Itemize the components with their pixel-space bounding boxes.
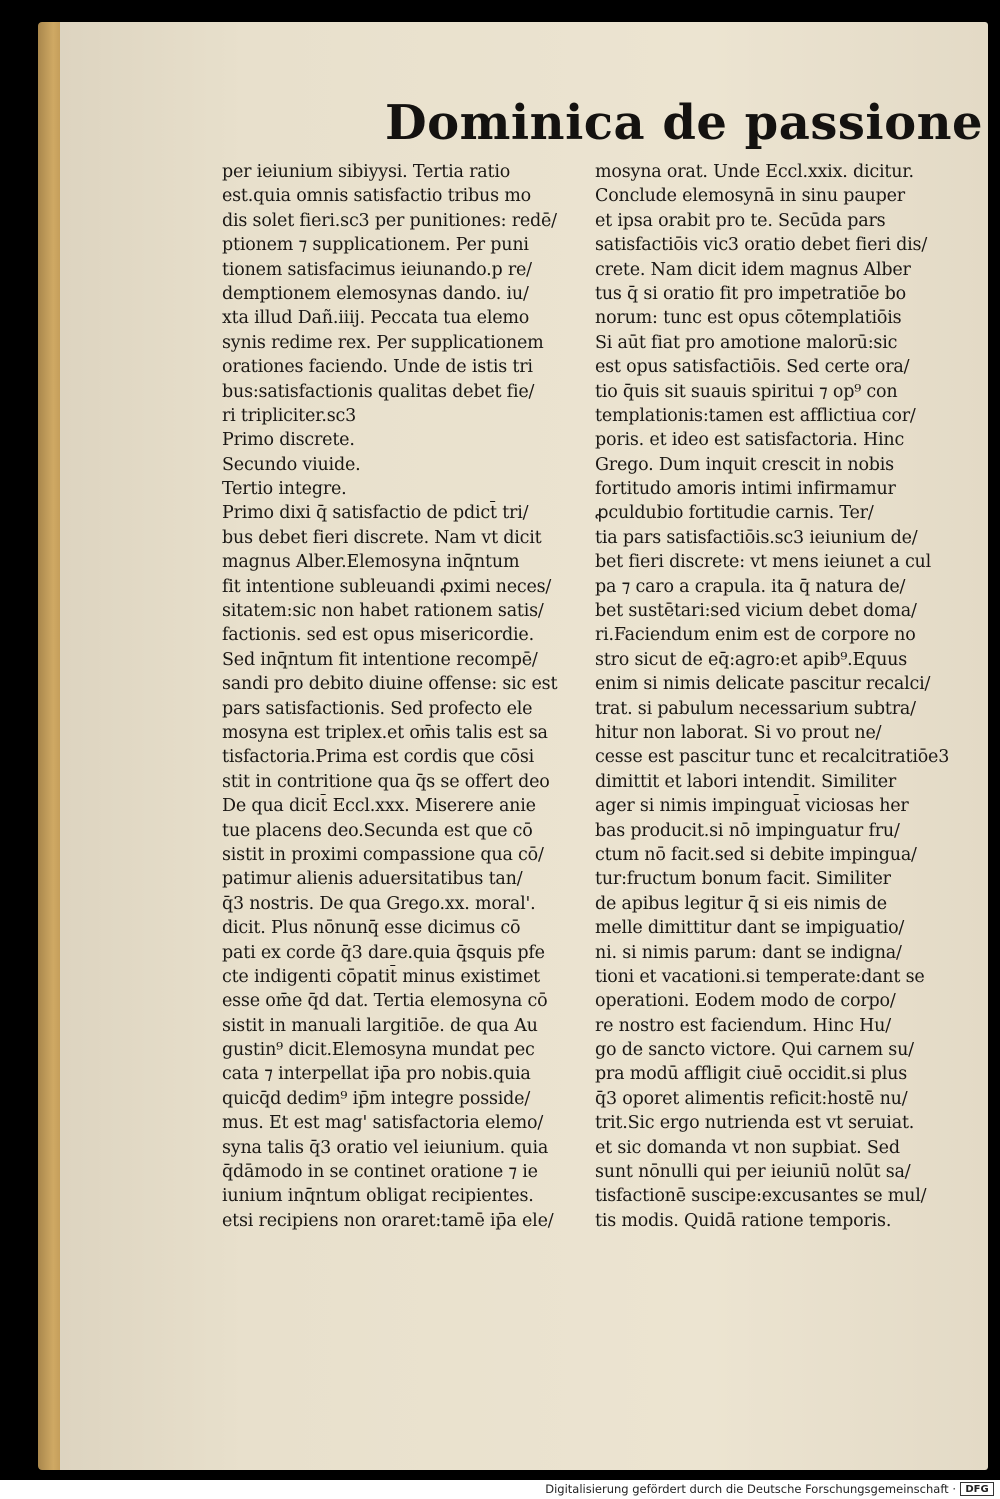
- text-line: et sic domanda vt non supbiat. Sed: [595, 1137, 900, 1158]
- text-line: magnus Alber.Elemosyna inq̄ntum: [222, 552, 520, 573]
- text-line: fit intentione subleuandi ꝓximi neces/: [222, 576, 552, 597]
- text-line: go de sancto victore. Qui carnem su/: [595, 1040, 914, 1061]
- text-line: per ieiunium sibiyysi. Tertia ratio: [222, 162, 511, 182]
- text-line: demptionem elemosynas dando. iu/: [222, 283, 529, 304]
- text-line: mus. Et est mag' satisfactoria elemo/: [222, 1113, 544, 1134]
- text-line: tioni et vacationi.si temperate:dant se: [595, 966, 925, 987]
- text-line: Conclude elemosynā in sinu pauper: [595, 186, 905, 207]
- text-line: ri tripliciter.sc3: [222, 405, 357, 426]
- funding-notice: Digitalisierung gefördert durch die Deutsche Forschungsgemeinschaft ·: [545, 1482, 956, 1496]
- text-line: trit.Sic ergo nutrienda est vt seruiat.: [595, 1113, 915, 1134]
- text-line: dimittit et labori intendit. Similiter: [595, 771, 897, 792]
- text-line: Primo discrete.: [222, 430, 355, 451]
- text-line: Secundo viuide.: [222, 454, 361, 475]
- text-line: crete. Nam dicit idem magnus Alber: [595, 259, 911, 280]
- text-line: pati ex corde q̄3 dare.quia q̄squis pfe: [222, 942, 545, 963]
- text-line: est opus satisfactiōis. Sed certe ora/: [595, 357, 910, 378]
- text-line: Primo dixi q̄ satisfactio de pdict̄ tri/: [222, 503, 529, 524]
- text-line: iunium inq̄ntum obligat recipientes.: [222, 1186, 534, 1207]
- text-line: enim si nimis delicate pascitur recalci/: [595, 674, 931, 695]
- text-line: bus debet fieri discrete. Nam vt dicit: [222, 527, 542, 548]
- text-line: hitur non laborat. Si vo prout ne/: [595, 722, 882, 743]
- text-line: tur:fructum bonum facit. Similiter: [595, 869, 891, 890]
- text-line: bas producit.si nō impinguatur fru/: [595, 820, 900, 841]
- text-line: tio q̄uis sit suauis spiritui ⁊ op⁹ con: [595, 381, 898, 402]
- text-line: De qua dicit̄ Eccl.xxx. Miserere anie: [222, 796, 536, 817]
- text-line: quicq̄d dedim⁹ ip̄m integre posside/: [222, 1088, 531, 1109]
- text-line: ctum nō facit.sed si debite impingua/: [595, 844, 917, 865]
- text-line: dicit. Plus nōnunq̄ esse dicimus cō: [222, 918, 521, 939]
- text-line: ptionem ⁊ supplicationem. Per puni: [222, 235, 529, 256]
- text-line: xta illud Dañ.iiij. Peccata tua elemo: [222, 308, 530, 329]
- text-line: bet sustētari:sed vicium debet doma/: [595, 601, 917, 622]
- text-line: operationi. Eodem modo de corpo/: [595, 991, 896, 1012]
- text-line: bus:satisfactionis qualitas debet fie/: [222, 381, 535, 402]
- text-line: q̄3 nostris. De qua Grego.xx. moral'.: [222, 893, 536, 914]
- text-line: sunt nōnulli qui per ieiuniū nolūt sa/: [595, 1162, 911, 1183]
- right-text-column: [595, 160, 957, 1233]
- text-line: tia pars satisfactiōis.sc3 ieiunium de/: [595, 527, 918, 548]
- running-title: Dominica de passione: [385, 95, 984, 151]
- text-line: cte indigenti cōpatit̄ minus existimet: [222, 966, 540, 987]
- text-line: tisfactoria.Prima est cordis que cōsi: [222, 747, 535, 768]
- text-line: Si aūt fiat pro amotione malorū:sic: [595, 332, 898, 353]
- text-line: tisfactionē suscipe:excusantes se mul/: [595, 1186, 927, 1207]
- text-line: ꝓculdubio fortitudie carnis. Ter/: [595, 503, 874, 524]
- text-line: bet fieri discrete: vt mens ieiunet a cul: [595, 552, 932, 573]
- text-line: esse om̄e q̄d dat. Tertia elemosyna cō: [222, 991, 548, 1012]
- text-line: et ipsa orabit pro te. Secūda pars: [595, 210, 886, 231]
- text-line: stro sicut de eq̄:agro:et apib⁹.Equus: [595, 649, 907, 670]
- text-line: etsi recipiens non oraret:tamē ip̄a ele/: [222, 1210, 554, 1231]
- text-line: Sed inq̄ntum fit intentione recompē/: [222, 649, 538, 670]
- text-line: Grego. Dum inquit crescit in nobis: [595, 454, 894, 475]
- text-line: factionis. sed est opus misericordie.: [222, 625, 534, 646]
- text-line: pra modū affligit ciuē occidit.si plus: [595, 1064, 908, 1085]
- text-line: tus q̄ si oratio fit pro impetratiōe bo: [595, 283, 906, 304]
- text-line: q̄dāmodo in se continet oratione ⁊ ie: [222, 1162, 538, 1183]
- text-line: de apibus legitur q̄ si eis nimis de: [595, 893, 887, 914]
- text-line: cesse est pascitur tunc et recalcitratiōe3: [595, 747, 950, 768]
- text-line: stit in contritione qua q̄s se offert deo: [222, 771, 550, 792]
- text-line: re nostro est faciendum. Hinc Hu/: [595, 1015, 891, 1036]
- text-line: sitatem:sic non habet rationem satis/: [222, 601, 544, 622]
- text-line: pars satisfactionis. Sed profecto ele: [222, 698, 533, 719]
- text-line: cata ⁊ interpellat ip̄a pro nobis.quia: [222, 1064, 531, 1085]
- text-line: melle dimittitur dant se impiguatio/: [595, 918, 905, 939]
- text-line: mosyna orat. Unde Eccl.xxix. dicitur.: [595, 162, 914, 182]
- text-line: satisfactiōis vic3 oratio debet fieri dis/: [595, 235, 928, 256]
- text-line: fortitudo amoris intimi infirmamur: [595, 479, 896, 500]
- text-line: ni. si nimis parum: dant se indigna/: [595, 942, 902, 963]
- left-text-column: [222, 160, 587, 1233]
- text-line: mosyna est triplex.et om̄is talis est sa: [222, 722, 548, 743]
- text-line: tis modis. Quidā ratione temporis.: [595, 1210, 892, 1231]
- text-line: est.quia omnis satisfactio tribus mo: [222, 186, 531, 207]
- text-line: orationes faciendo. Unde de istis tri: [222, 357, 533, 378]
- text-line: sistit in manuali largitiōe. de qua Au: [222, 1015, 538, 1036]
- text-line: tionem satisfacimus ieiunando.p re/: [222, 259, 532, 280]
- text-line: ri.Faciendum enim est de corpore no: [595, 625, 916, 646]
- text-line: tue placens deo.Secunda est que cō: [222, 820, 533, 841]
- text-line: templationis:tamen est afflictiua cor/: [595, 405, 916, 426]
- footer-bar: [0, 1480, 1000, 1499]
- text-line: gustin⁹ dicit.Elemosyna mundat pec: [222, 1040, 535, 1061]
- text-line: poris. et ideo est satisfactoria. Hinc: [595, 430, 905, 451]
- text-line: pa ⁊ caro a crapula. ita q̄ natura de/: [595, 576, 906, 597]
- text-line: Tertio integre.: [222, 479, 347, 500]
- text-line: norum: tunc est opus cōtemplatiōis: [595, 308, 902, 329]
- dfg-logo: DFG: [960, 1482, 994, 1496]
- text-line: patimur alienis aduersitatibus tan/: [222, 869, 523, 890]
- text-line: trat. si pabulum necessarium subtra/: [595, 698, 916, 719]
- text-line: syna talis q̄3 oratio vel ieiunium. quia: [222, 1137, 549, 1158]
- text-line: synis redime rex. Per supplicationem: [222, 332, 544, 353]
- text-line: dis solet fieri.sc3 per punitiones: redē/: [222, 210, 557, 231]
- text-line: sandi pro debito diuine offense: sic est: [222, 674, 558, 695]
- text-line: q̄3 oporet alimentis reficit:hostē nu/: [595, 1088, 908, 1109]
- text-line: ager si nimis impinguat̄ viciosas her: [595, 796, 909, 817]
- text-line: sistit in proximi compassione qua cō/: [222, 844, 544, 865]
